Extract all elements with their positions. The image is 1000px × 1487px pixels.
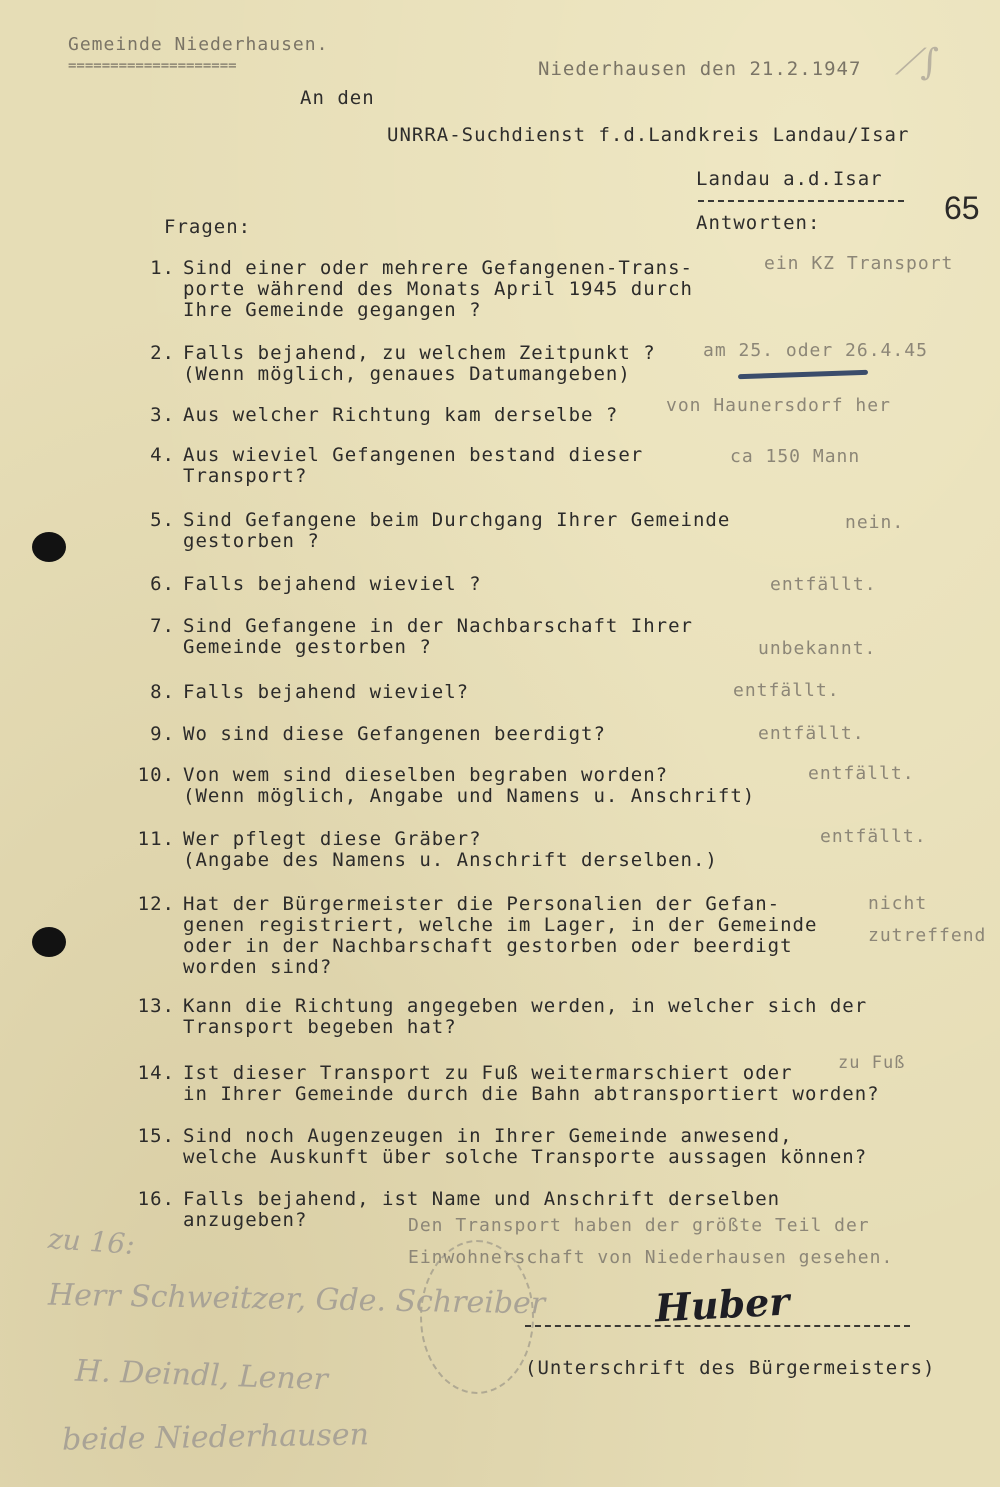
answer-12: nicht zutreffend bbox=[868, 893, 987, 946]
answer-10: entfällt. bbox=[808, 763, 915, 784]
question-number: 9. bbox=[150, 723, 175, 745]
question-number: 13. bbox=[137, 995, 175, 1017]
recipient-name: UNRRA-Suchdienst f.d.Landkreis Landau/Isar bbox=[387, 124, 910, 146]
sender-name: Gemeinde Niederhausen. bbox=[68, 34, 329, 55]
answer-6: entfällt. bbox=[770, 574, 877, 595]
answer-5: nein. bbox=[845, 512, 905, 533]
answer-3: von Haunersdorf her bbox=[666, 395, 891, 416]
question-number: 12. bbox=[137, 893, 175, 915]
answer-2: am 25. oder 26.4.45 bbox=[703, 340, 928, 361]
question-text: Aus welcher Richtung kam derselbe ? bbox=[183, 404, 619, 426]
question-number: 2. bbox=[150, 342, 175, 364]
question-number: 1. bbox=[150, 257, 175, 279]
question-number: 11. bbox=[137, 828, 175, 850]
fragen-label: Fragen: bbox=[164, 216, 252, 238]
question-text: Wo sind diese Gefangenen beerdigt? bbox=[183, 723, 606, 745]
pencil-note-line4: beide Niederhausen bbox=[61, 1417, 370, 1458]
question-text: Falls bejahend wieviel ? bbox=[183, 573, 482, 595]
pencil-mark-top-right: ⟋∫ bbox=[895, 42, 939, 83]
signature-caption: (Unterschrift des Bürgermeisters) bbox=[525, 1357, 936, 1379]
question-text: Wer pflegt diese Gräber? (Angabe des Namens u. Anschrift derselben.) bbox=[183, 828, 718, 871]
pencil-note-line3: H. Deindl, Lener bbox=[74, 1353, 329, 1398]
answer-4: ca 150 Mann bbox=[730, 446, 861, 467]
recipient-place: Landau a.d.Isar bbox=[696, 168, 883, 190]
answer-11: entfällt. bbox=[820, 826, 927, 847]
question-number: 10. bbox=[137, 764, 175, 786]
recipient-place-underline bbox=[698, 200, 904, 202]
question-text: Falls bejahend wieviel? bbox=[183, 681, 470, 703]
question-text: Sind Gefangene in der Nachbarschaft Ihrer Gemeinde gestorben ? bbox=[183, 615, 693, 658]
antworten-label: Antworten: bbox=[696, 212, 821, 234]
question-number: 4. bbox=[150, 444, 175, 466]
question-text: Kann die Richtung angegeben werden, in welcher sich der Transport begeben hat? bbox=[183, 995, 868, 1038]
question-number: 16. bbox=[137, 1188, 175, 1210]
question-text: Von wem sind dieselben begraben worden? (Wenn möglich, Angabe und Namens u. Anschrift) bbox=[183, 764, 756, 807]
question-number: 7. bbox=[150, 615, 175, 637]
answer-8: entfällt. bbox=[733, 680, 840, 701]
question-number: 5. bbox=[150, 509, 175, 531]
mayor-signature: Huber bbox=[653, 1278, 791, 1331]
question-text: Sind Gefangene beim Durchgang Ihrer Gemeinde gestorben ? bbox=[183, 509, 731, 552]
question-number: 15. bbox=[137, 1125, 175, 1147]
page-number: 65 bbox=[944, 190, 980, 226]
question-text: Ist dieser Transport zu Fuß weitermarschiert oder in Ihrer Gemeinde durch die Bahn abtransportiert worden? bbox=[183, 1062, 880, 1105]
pencil-underline-mark bbox=[738, 370, 868, 380]
question-number: 6. bbox=[150, 573, 175, 595]
question-text: Hat der Bürgermeister die Personalien der Gefan- genen registriert, welche im Lager, in der Gemeinde oder in der Nachbarschaft gestorben oder beerdigt worden sind? bbox=[183, 893, 818, 978]
question-text: Sind einer oder mehrere Gefangenen-Trans- porte während des Monats April 1945 durch Ihre Gemeinde gegangen ? bbox=[183, 257, 693, 321]
question-text: Sind noch Augenzeugen in Ihrer Gemeinde anwesend, welche Auskunft über solche Transporte aussagen können? bbox=[183, 1125, 868, 1168]
answer-16: Den Transport haben der größte Teil der Einwohnerschaft von Niederhausen gesehen. bbox=[408, 1215, 894, 1268]
answer-9: entfällt. bbox=[758, 723, 865, 744]
address-to: An den bbox=[300, 87, 375, 109]
pencil-note-line1: zu 16: bbox=[46, 1222, 136, 1261]
question-text: Falls bejahend, ist Name und Anschrift derselben anzugeben? bbox=[183, 1188, 781, 1231]
question-text: Aus wieviel Gefangenen bestand dieser Transport? bbox=[183, 444, 644, 487]
pencil-note-line2: Herr Schweitzer, Gde. Schreiber bbox=[47, 1277, 546, 1322]
answer-7: unbekannt. bbox=[758, 638, 877, 659]
answer-14: zu Fuß bbox=[838, 1053, 906, 1073]
question-text: Falls bejahend, zu welchem Zeitpunkt ? (Wenn möglich, genaues Datumangeben) bbox=[183, 342, 656, 385]
place-date: Niederhausen den 21.2.1947 bbox=[538, 58, 862, 80]
punch-hole-top bbox=[32, 532, 66, 562]
question-number: 8. bbox=[150, 681, 175, 703]
sender-underline: ==================== bbox=[68, 58, 237, 74]
question-number: 3. bbox=[150, 404, 175, 426]
punch-hole-bottom bbox=[32, 927, 66, 957]
answer-1: ein KZ Transport bbox=[764, 253, 954, 274]
question-number: 14. bbox=[137, 1062, 175, 1084]
